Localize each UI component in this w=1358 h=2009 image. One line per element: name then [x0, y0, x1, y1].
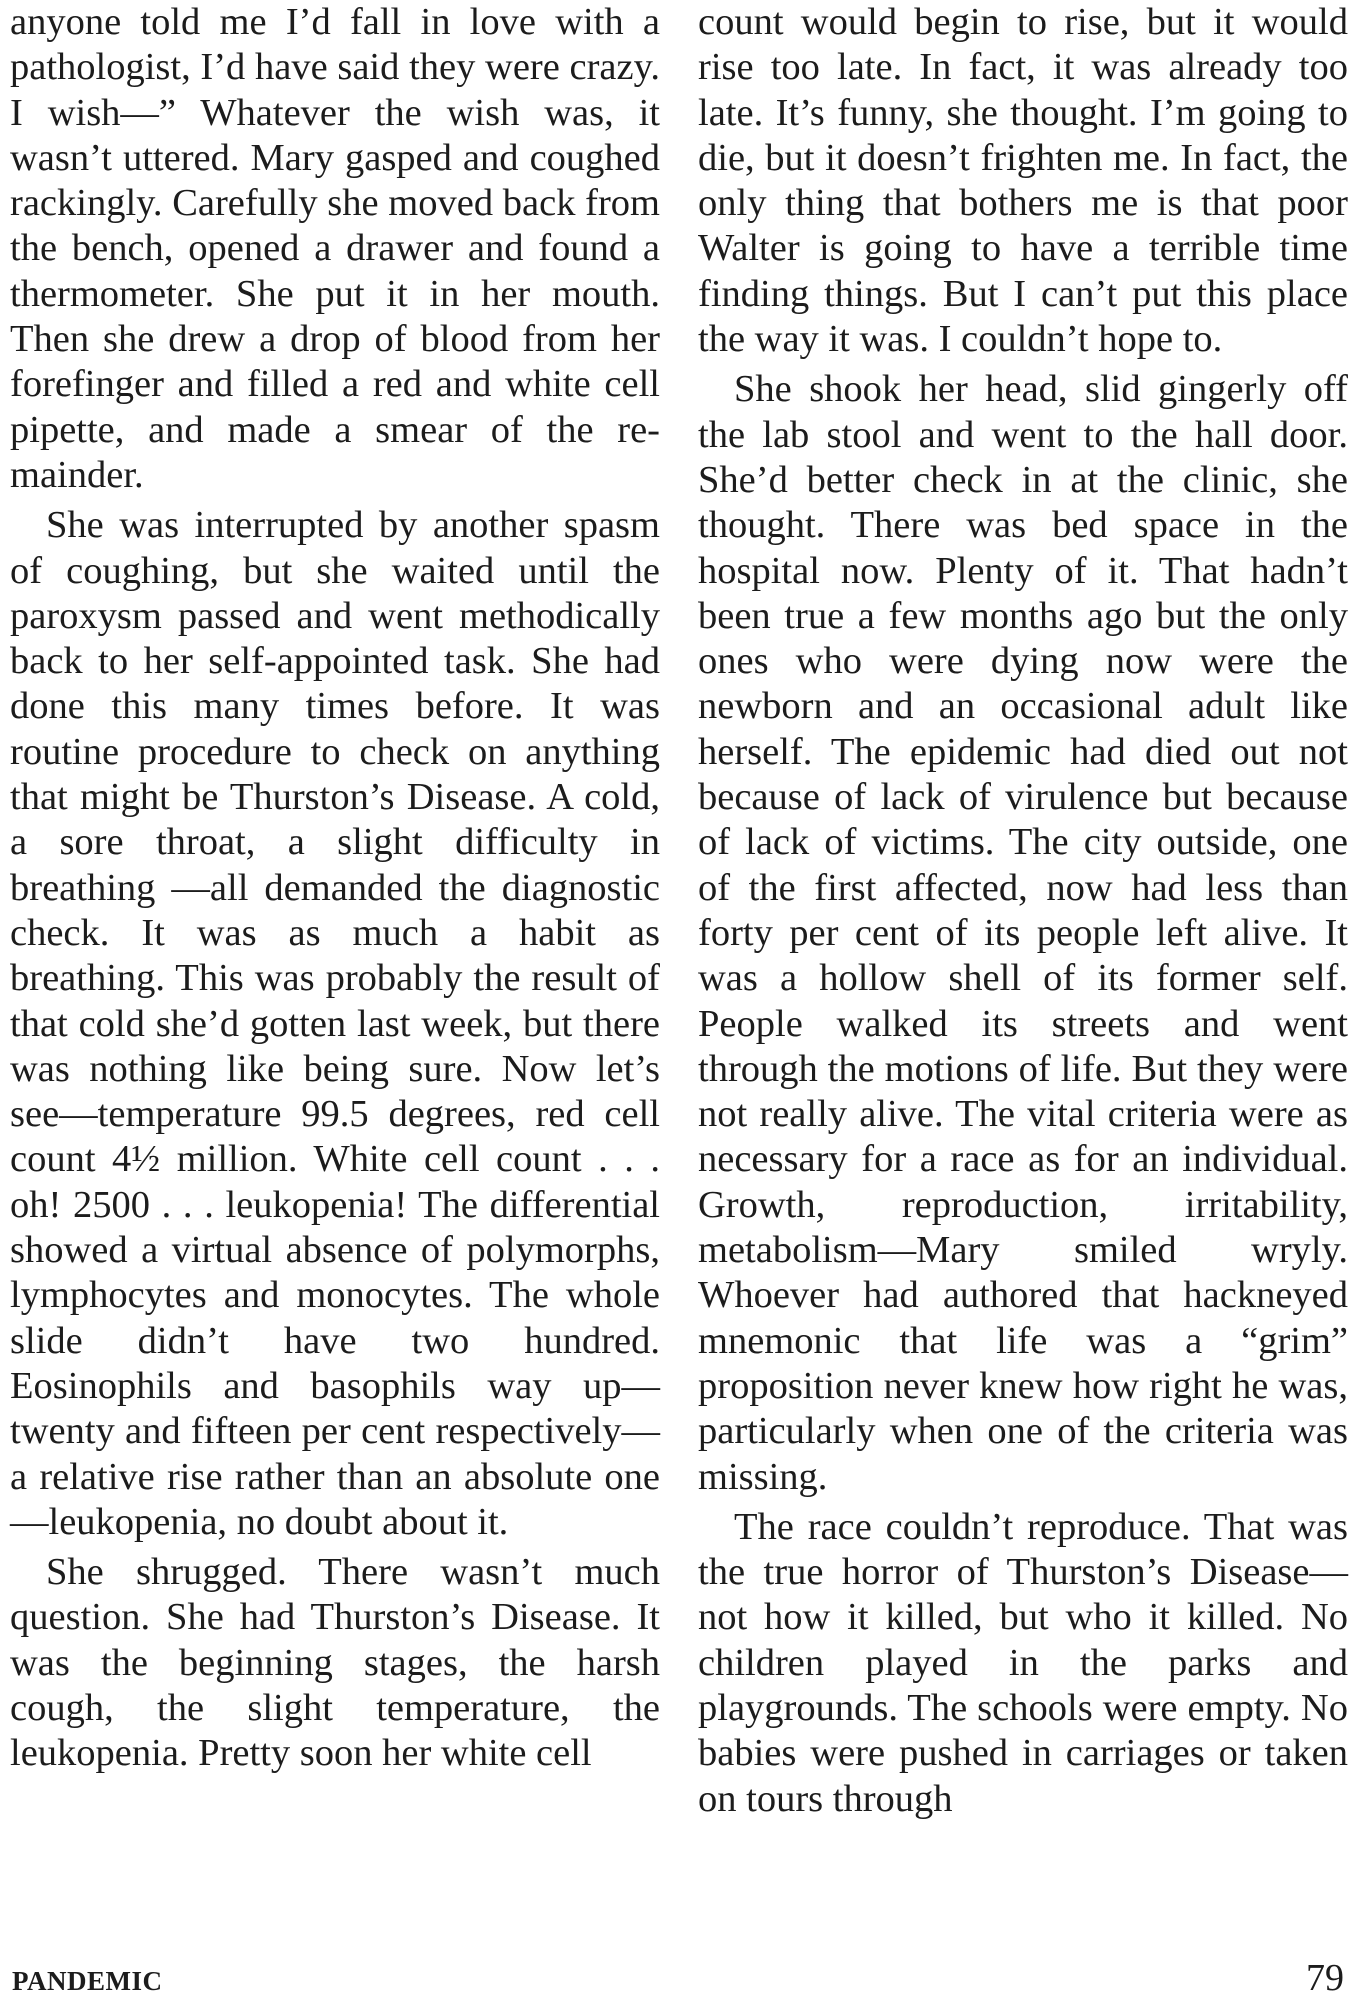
paragraph: She shook her head, slid gingerly off the lab stool and went to the hall door. She’d better check in at the clinic, she thought. There was bed space in the hospital now. Plenty of it. That hadn’t been true a few months ago but the only ones who were dying now were the newborn and an occasional adult like herself. The epidemic had died out not because of lack of virulence but because of lack of victims. The city outside, one of the first affected, now had less than forty per cent of its people left alive. It was a hollow shell of its former self. People walked its streets and went through the motions of life. But they were not really alive. The vital criteria were as necessary for a race as for an individual. Growth, reproduction, irritability, metabolism—Mary smiled wryly. Whoever had authored that hackneyed mnemonic that life was a “grim” proposition never knew how right he was, particularly when one of the criteria was missing. [698, 368, 1348, 1498]
paragraph: She shrugged. There wasn’t much question. She had Thurston’s Disease. It was the beginning stages, the harsh cough, the slight temperature, the leukopenia. Pretty soon her white cell [10, 1551, 660, 1775]
paragraph: The race couldn’t reproduce. That was the true horror of Thurston’s Disease—not how it killed, but who it killed. No children played in the parks and playgrounds. The schools were empty. No babies were pushed in carriages or taken on tours through [698, 1505, 1348, 1820]
paragraph: count would begin to rise, but it would rise too late. In fact, it was already too late. It’s funny, she thought. I’m going to die, but it doesn’t frighten me. In fact, the only thing that bothers me is that poor Walter is going to have a terrible time finding things. But I can’t put this place the way it was. I couldn’t hope to. [698, 1, 1348, 361]
running-title: PANDEMIC [12, 1966, 163, 1996]
left-text-column [10, 0, 660, 1777]
page-number: 79 [1306, 1957, 1344, 1999]
right-text-column [698, 0, 1348, 1822]
paragraph: anyone told me I’d fall in love with a pathologist, I’d have said they were crazy. I wish—” Whatever the wish was, it wasn’t uttered. Mary gasped and coughed rackingly. Carefully she moved back from the bench, opened a drawer and found a thermometer. She put it in her mouth. Then she drew a drop of blood from her forefinger and filled a red and white cell pipette, and made a smear of the remainder. [10, 1, 660, 496]
paragraph: She was interrupted by another spasm of coughing, but she waited until the paroxysm passed and went methodically back to her self-appointed task. She had done this many times before. It was routine procedure to check on anything that might be Thurston’s Disease. A cold, a sore throat, a slight difficulty in breathing —all demanded the diagnostic check. It was as much a habit as breathing. This was probably the result of that cold she’d gotten last week, but there was nothing like being sure. Now let’s see—temperature 99.5 degrees, red cell count 4½ million. White cell count . . . oh! 2500 . . . leukopenia! The differential showed a virtual absence of polymorphs, lymphocytes and monocytes. The whole slide didn’t have two hundred. Eosinophils and basophils way up—twenty and fifteen per cent respectively—a relative rise rather than an absolute one —leukopenia, no doubt about it. [10, 504, 660, 1543]
